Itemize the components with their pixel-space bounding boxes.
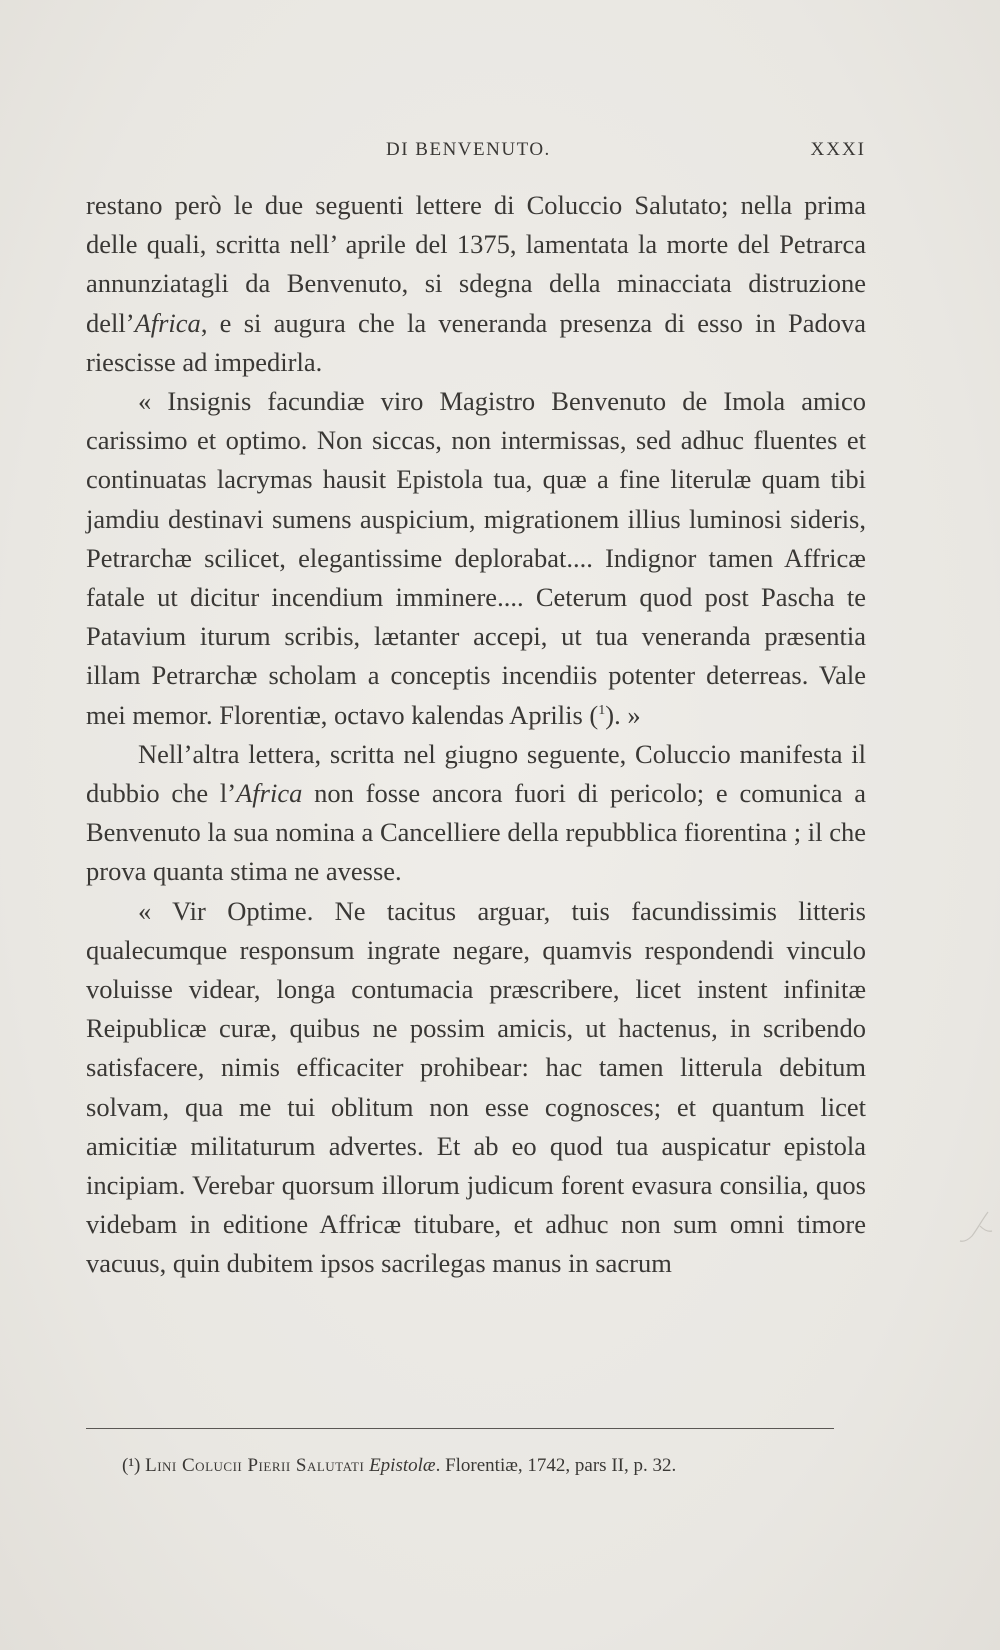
footnote-rest: . Florentiæ, 1742, pars II, p. 32. <box>435 1455 677 1476</box>
paragraph <box>86 735 866 892</box>
text-run: « Insignis facundiæ viro Magistro Benvenuto de Imola amico carissimo et optimo. Non siccas, non intermissas, sed adhuc fluentes et continuatas lacrymas hausit Epistola tua, quæ a fine literulæ quam tibi jamdiu destinavi sumens auspicium, migrationem illius luminosi sideris, Petrarchæ scilicet, elegantissime deplorabat.... Indignor tamen Affricæ fatale ut dicitur incendium imminere.... Ceterum quod post Pascha te Patavium iturum scribis, lætanter accepi, ut tua veneranda præsentia illam Petrarchæ scholam a conceptis incendiis potenter deterreas. Vale mei memor. Florentiæ, octavo kalendas Aprilis ( <box>86 386 866 730</box>
page-number: XXXI <box>810 139 866 160</box>
text-run: restano però le due seguenti lettere di Coluccio Salutato; nella prima delle quali, scritta nell’ aprile del 1375, lamentata la morte del Petrarca annunziatagli da Benvenuto, si sdegna della minacciata distruzione dell’ <box>86 190 866 338</box>
margin-pencil-mark <box>958 1208 994 1248</box>
text-run: « Vir Optime. Ne tacitus arguar, tuis facundissimis litteris qualecumque responsum ingrate negare, quamvis respondendi vinculo voluisse videar, longa contumacia præscribere, licet instent infinitæ Reipublicæ curæ, quibus ne possim amicis, ut hactenus, in scribendo satisfacere, nimis efficaciter prohibear: hac tamen litterula debitum solvam, qua me tui oblitum non esse cognosces; et quantum licet amicitiæ militaturum advertes. Et ab eo quod tua auspicatur epistola incipiam. Verebar quorsum illorum judicum forent evasura consilia, quos videbam in editione Affricæ titubare, et adhuc non sum omni timore vacuus, quin dubitem ipsos sacrilegas manus in sacrum <box>86 895 866 1279</box>
running-title: DI BENVENUTO. <box>386 139 551 160</box>
paragraph <box>86 382 866 735</box>
paragraph <box>86 186 866 382</box>
body-text <box>86 186 866 1284</box>
text-run: Nell’altra lettera, scritta nel giugno seguente, Coluccio manifesta il dubbio che l’ <box>86 738 866 809</box>
text-run: non fosse ancora fuori di pericolo; e comunica a Benvenuto la sua nomina a Cancelliere della repubblica fiorentina ; il che prova quanta stima ne avesse. <box>86 778 866 887</box>
footnote <box>122 1453 842 1479</box>
footnote-reference: 1 <box>598 702 606 718</box>
page-header <box>86 139 866 169</box>
italic-title: Africa <box>236 778 303 809</box>
text-run: , e si augura che la veneranda presenza di esso in Padova riescisse ad impedirla. <box>86 307 866 377</box>
paragraph <box>86 892 866 1284</box>
footnote-rule <box>86 1428 834 1429</box>
italic-title: Africa <box>134 307 201 338</box>
footnote-author: Lini Colucii Pierii Salutati <box>145 1455 365 1476</box>
text-run: ). » <box>605 699 641 730</box>
footnote-marker: (¹) <box>122 1455 141 1476</box>
footnote-title: Epistolæ <box>369 1455 436 1476</box>
